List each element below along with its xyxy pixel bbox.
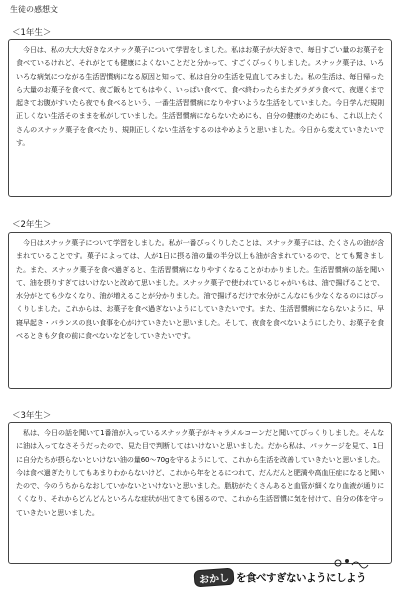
- grade-label-3: ＜3年生＞: [12, 411, 52, 421]
- essay-text-2: 今日はスナック菓子について学習をしました。私が一番びっくりしたことは、スナック菓子には、たくさんの油が含まれていることです。菓子によっては、人が1日に摂る油の量の半分以上も油が含まれているので、とても驚きました。また、スナック菓子を食べ過ぎると、生活習慣病になりやすくなることがわかりました。生活習慣病の話を聞いて、油を摂りすぎてはいけないと改めて思いました。スナック菓子で使われているじゃがいもは、油で揚げることで、水分がとても少なくなり、油が増えることが分かりました。油で揚げるだけで水分がこんなにも少なくなるのにはびっくりしました。これからは、お菓子を食べ過ぎないようにしていきたいです。また、生活習慣病にならないように、早寝早起き・バランスの良い食事を心がけていきたいと思いました。そして、夜食を食べないようにしたり、お菓子を食べるときも夕食の前に食べないなどをしていきたいです。: [16, 238, 384, 341]
- grade-label-2: ＜2年生＞: [12, 220, 52, 230]
- essay-text-1: 今日は、私の大大大好きなスナック菓子について学習をしました。私はお菓子が大好きで、毎日すごい量のお菓子を食べているけれど、それがとても健康によくないことだと分かって、すごくびっくりしました。スナック菓子は、いろいろな病気につながる生活習慣病になる原因と知って、私は自分の生活を見直してみました。私の生活は、毎日帰ったら大量のお菓子を食べて、夜ご飯もとてもはやく、いっぱい食べて、食べ終わったらまたダラダラ食べて、夜遅くまで起きてお腹がすいたら夜でも食べるという、一番生活習慣病になりやすいような生活をしていました。今日学んだ規則正しくない生活そのままを私がしていました。生活習慣病にならないためにも、自分の健康のためにも、これ以上たくさんのスナック菓子を食べたり、規則正しくない生活をするのはやめようと思いました。今日から変えていきたいです。: [16, 45, 384, 148]
- essay-box-1: [8, 39, 392, 197]
- snack-logo: おかし: [193, 567, 234, 587]
- slogan-text: を食べすぎないようにしよう: [236, 571, 366, 584]
- essay-text-3: 私は、今日の話を聞いて1番油が入っているスナック菓子がキャラメルコーンだと聞いてびっくりしました。そんなに油は入ってなさそうだったので、見た目で判断してはいけないと思いました。だから私は、パッケージを見て、1日に自分たちが摂らないといけない油の量60〜70gを守るようにして、これから生活を改善していきたいと思いました。今は食べ過ぎたりしてもあまりわからないけど、これから年をとるにつれて、だんだんと肥満や高血圧症になると聞いたので、今のうちからなおしていかないといけないと思いました。脂肪がたくさんあると血管が細くなり血液が通りにくくなり、それからどんどんといろんな症状が出てきても困るので、これから生活習慣に気を付けて、自分の体を守っていきたいと思いました。: [16, 428, 384, 517]
- footer-slogan: [194, 566, 366, 588]
- grade-label-1: ＜1年生＞: [12, 28, 52, 38]
- page-header: 生徒の感想文: [10, 5, 58, 14]
- essay-box-2: [8, 232, 392, 389]
- essay-box-3: [8, 422, 392, 564]
